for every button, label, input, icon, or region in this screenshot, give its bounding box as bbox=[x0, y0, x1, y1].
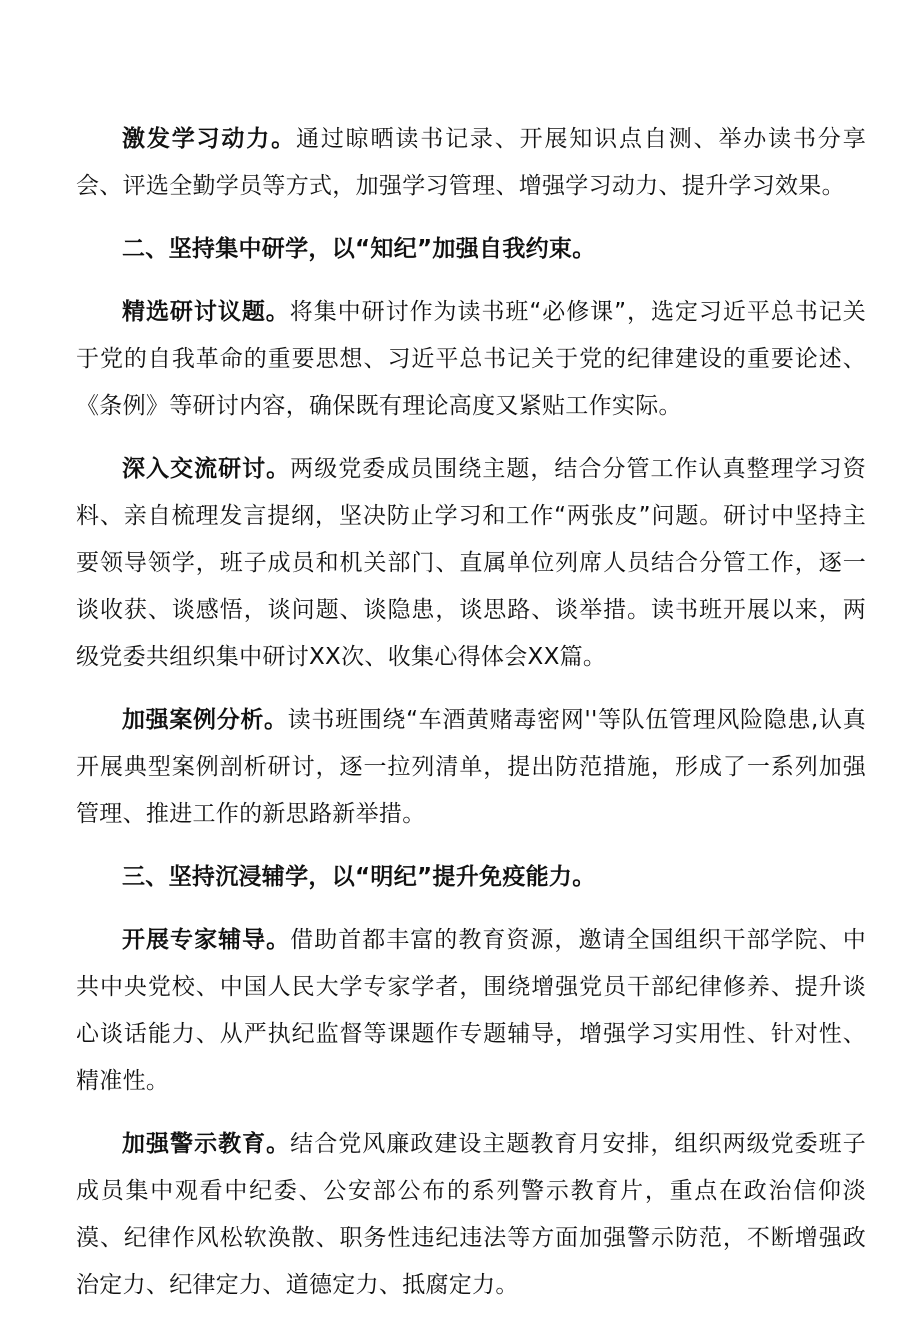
paragraph-text: 借助首都丰富的教育资源，邀请全国组织干部学院、中共中央党校、中国人民大学专家学者，围绕增强党员干部纪律修养、提升谈心谈话能力、从严执纪监督等课题作专题辅导，增强学习实用性、针对性、精准性。 bbox=[76, 927, 866, 1094]
section-heading-2: 二、坚持集中研学，以“知纪”加强自我约束。 bbox=[122, 236, 596, 262]
paragraph-text: 两级党委成员围绕主题，结合分管工作认真整理学习资料、亲自梳理发言提纲，坚决防止学习和工作“两张皮”问题。研讨中坚持主要领导领学，班子成员和机关部门、直属单位列席人员结合分管工作，逐一谈收获、谈感悟，谈问题、谈隐患，谈思路、谈举措。读书班开展以来，两级党委共组织集中研讨XX次、收集心得体会XX篇。 bbox=[76, 456, 866, 670]
paragraph-lead: 激发学习动力。 bbox=[122, 126, 296, 152]
paragraph-lead: 深入交流研讨。 bbox=[122, 456, 291, 482]
paragraph-text: 将集中研讨作为读书班“必修课”，选定习近平总书记关于党的自我革命的重要思想、习近平总书记关于党的纪律建设的重要论述、《条例》等研讨内容，确保既有理论高度又紧贴工作实际。 bbox=[76, 299, 866, 419]
paragraph-topics bbox=[76, 289, 866, 430]
paragraph-motivation bbox=[76, 116, 866, 210]
paragraph-expert-guidance bbox=[76, 917, 866, 1105]
paragraph-lead: 精选研讨议题。 bbox=[122, 299, 290, 325]
section-heading-3: 三、坚持沉浸辅学，以“明纪”提升免疫能力。 bbox=[122, 864, 596, 890]
paragraph-case-analysis bbox=[76, 697, 866, 838]
paragraph-text: 结合党风廉政建设主题教育月安排，组织两级党委班子成员集中观看中纪委、公安部公布的系列警示教育片，重点在政治信仰淡漠、纪律作风松软涣散、职务性违纪违法等方面加强警示防范，不断增强政治定力、纪律定力、道德定力、抵腐定力。 bbox=[76, 1131, 866, 1298]
paragraph-warning-education bbox=[76, 1121, 866, 1309]
paragraph-text: 通过晾晒读书记录、开展知识点自测、举办读书分享会、评选全勤学员等方式，加强学习管理、增强学习动力、提升学习效果。 bbox=[76, 126, 866, 199]
paragraph-text: 读书班围绕“车酒黄赌毒密网''等队伍管理风险隐患,认真开展典型案例剖析研讨，逐一拉列清单，提出防范措施，形成了一系列加强管理、推进工作的新思路新举措。 bbox=[76, 707, 866, 827]
paragraph-lead: 加强警示教育。 bbox=[122, 1131, 291, 1157]
paragraph-lead: 加强案例分析。 bbox=[122, 707, 288, 733]
paragraph-lead: 开展专家辅导。 bbox=[122, 927, 291, 953]
document-page bbox=[76, 116, 866, 1325]
paragraph-discussion bbox=[76, 446, 866, 681]
